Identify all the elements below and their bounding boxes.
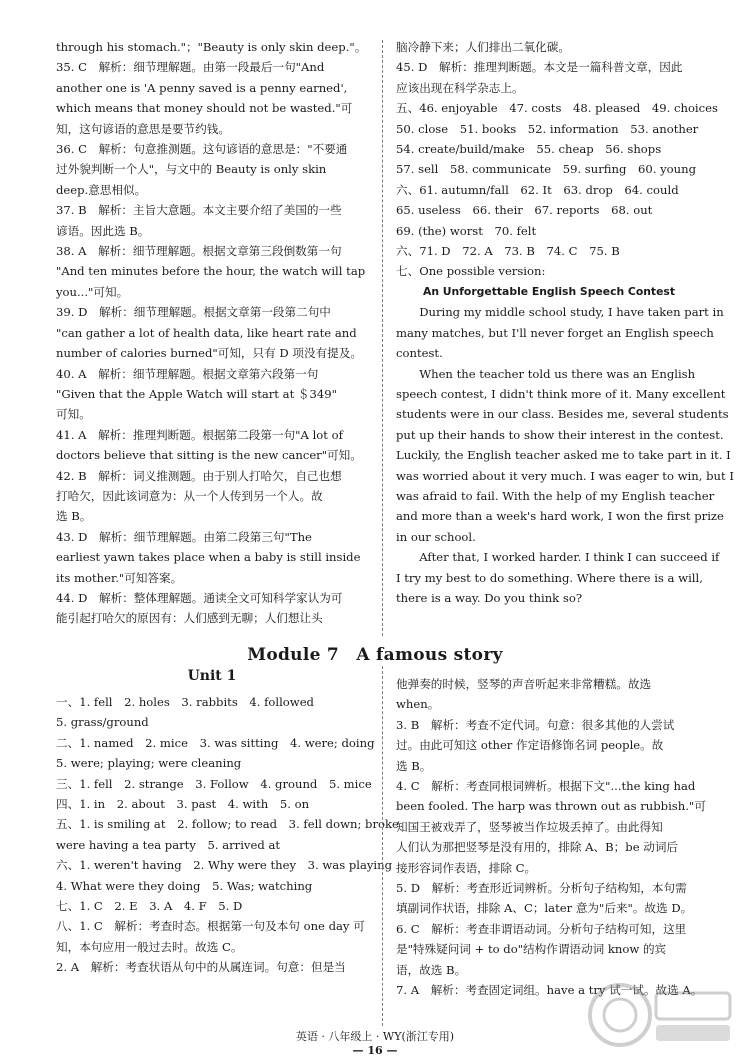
text-line: through his stomach."；"Beauty is only skin deep."。: [56, 40, 367, 54]
text-line: 选 B。: [396, 758, 432, 773]
text-line: 三、1. fell 2. strange 3. Follow 4. ground 5. mice: [56, 776, 372, 791]
text-line: 54. create/build/make 55. cheap 56. shops: [396, 142, 662, 157]
right-top-answers: [396, 37, 718, 282]
text-line: 可知。: [56, 407, 91, 422]
text-line: in our school.: [396, 529, 476, 544]
text-line: were having a tea party 5. arrived at: [56, 837, 281, 852]
text-line: 四、1. in 2. about 3. past 4. with 5. on: [56, 797, 310, 812]
text-line: been fooled. The harp was thrown out as rubbish."可: [396, 799, 706, 814]
text-line: 接形容词作表语，排除 C。: [396, 860, 537, 875]
text-line: 41. A 解析：推理判断题。根据第二段第一句"A lot of: [56, 427, 343, 442]
text-line: and more than a week's hard work, I won the first prize: [396, 509, 724, 524]
text-line: 五、1. is smiling at 2. follow; to read 3. fell down; broke: [56, 817, 399, 832]
text-line: when。: [396, 697, 440, 712]
text-line: deep.意思相似。: [56, 182, 147, 197]
text-line: 过。由此可知这 other 作定语修饰名词 people。故: [396, 738, 664, 753]
text-line: earliest yawn takes place when a baby is still inside: [56, 550, 361, 565]
text-line: 45. D 解析：推理判断题。本文是一篇科普文章，因此: [396, 60, 683, 75]
text-line: 43. D 解析：细节理解题。由第二段第三句"The: [56, 529, 312, 544]
text-line: another one is 'A penny saved is a penny earned',: [56, 80, 348, 95]
text-line: you..."可知。: [56, 284, 129, 299]
text-line: 4. What were they doing 5. Was; watching: [56, 878, 313, 893]
text-line: 六、61. autumn/fall 62. It 63. drop 64. could: [396, 182, 679, 197]
text-line: was afraid to fail. With the help of my English teacher: [396, 488, 715, 503]
text-line: 过外貌判断一个人"，与文中的 Beauty is only skin: [56, 162, 327, 177]
text-line: 五、46. enjoyable 47. costs 48. pleased 49. choices: [396, 101, 718, 116]
text-line: number of calories burned"可知，只有 D 项没有提及。: [56, 346, 362, 361]
text-line: 语，故选 B。: [396, 962, 467, 977]
unit-title: Unit 1: [187, 668, 237, 684]
left-column-bottom: [56, 692, 399, 978]
right-column-top: [396, 37, 734, 608]
text-line: 八、1. C 解析：考查时态。根据第一句及本句 one day 可: [56, 919, 365, 934]
text-line: 二、1. named 2. mice 3. was sitting 4. were; doing: [56, 735, 375, 750]
text-line: 36. C 解析：句意推测题。这句谚语的意思是："不要通: [56, 142, 348, 157]
text-line: Luckily, the English teacher asked me to take part in it. I: [396, 448, 731, 463]
text-line: 57. sell 58. communicate 59. surfing 60. young: [396, 162, 696, 177]
text-line: "can gather a lot of health data, like heart rate and: [56, 325, 357, 340]
text-line: 能引起打哈欠的原因有：人们感到无聊；人们想让头: [56, 611, 323, 626]
text-line: was worried about it very much. I was eager to win, but I: [396, 468, 734, 483]
text-line: its mother."可知答案。: [56, 570, 183, 585]
text-line: 39. D 解析：细节理解题。根据文章第一段第二句中: [56, 305, 331, 320]
text-line: 选 B。: [56, 509, 92, 524]
text-line: 5. grass/ground: [56, 715, 149, 730]
text-line: speech contest, I didn't think more of it. Many excellent: [396, 386, 726, 401]
text-line: When the teacher told us there was an English: [419, 366, 696, 381]
text-line: 填副词作状语，排除 A、C；later 意为"后来"。故选 D。: [396, 901, 693, 916]
text-line: 5. D 解析：考查形近词辨析。分析句子结构知，本句需: [396, 881, 687, 896]
text-line: 7. A 解析：考查固定词组。have a try 试一试。故选 A。: [396, 983, 703, 998]
footer-subject: 英语 · 八年级上 · WY(浙江专用): [295, 1030, 455, 1043]
text-line: 应该出现在科学杂志上。: [396, 80, 524, 95]
text-line: 六、71. D 72. A 73. B 74. C 75. B: [396, 244, 620, 259]
text-line: 知，这句谚语的意思是要节约钱。: [56, 121, 230, 136]
text-line: which means that money should not be wasted."可: [56, 101, 353, 116]
text-line: 65. useless 66. their 67. reports 68. out: [396, 203, 653, 218]
watermark-logo-icon: [580, 975, 740, 1055]
text-line: 脑冷静下来；人们排出二氧化碳。: [396, 40, 570, 54]
text-line: 42. B 解析：词义推测题。由于别人打哈欠，自己也想: [56, 468, 342, 483]
column-divider-top: [382, 40, 383, 636]
text-line: contest.: [396, 346, 443, 361]
text-line: 六、1. weren't having 2. Why were they 3. was playing: [56, 858, 393, 873]
text-line: 是"特殊疑问词 + to do"结构作谓语动词 know 的宾: [396, 942, 667, 957]
essay-title: An Unforgettable English Speech Contest: [422, 284, 676, 298]
text-line: 人们认为那把竖琴是没有用的，排除 A、B；be 动词后: [396, 840, 679, 855]
text-line: 知，本句应用一般过去时。故选 C。: [56, 939, 243, 954]
text-line: doctors believe that sitting is the new cancer"可知。: [56, 448, 362, 463]
text-line: students were in our class. Besides me, several students: [396, 407, 729, 422]
left-column-top: [56, 37, 368, 629]
text-line: 一、1. fell 2. holes 3. rabbits 4. followed: [56, 695, 314, 709]
text-line: 3. B 解析：考查不定代词。句意：很多其他的人尝试: [396, 717, 675, 732]
column-divider-bottom: [382, 666, 383, 1026]
text-line: there is a way. Do you think so?: [396, 590, 583, 605]
text-line: "Given that the Apple Watch will start at ＄349": [56, 386, 337, 401]
text-line: 七、One possible version:: [396, 264, 546, 279]
right-column-bottom: [396, 674, 706, 1001]
text-line: 5. were; playing; were cleaning: [56, 756, 242, 771]
text-line: 69. (the) worst 70. felt: [396, 223, 537, 238]
text-line: 44. D 解析：整体理解题。通读全文可知科学家认为可: [56, 590, 343, 605]
text-line: 谚语。因此选 B。: [56, 223, 150, 238]
text-line: 35. C 解析：细节理解题。由第一段最后一句"And: [56, 60, 325, 75]
text-line: I try my best to do something. Where there is a will,: [396, 570, 703, 585]
text-line: 七、1. C 2. E 3. A 4. F 5. D: [56, 899, 243, 914]
essay-body: [396, 302, 734, 608]
text-line: 他弹奏的时候，竖琴的声音听起来非常糟糕。故选: [396, 677, 652, 691]
text-line: 打哈欠，因此该词意为：从一个人传到另一个人。故: [56, 488, 323, 503]
text-line: During my middle school study, I have taken part in: [419, 305, 724, 320]
page-number: — 16 —: [352, 1044, 398, 1057]
text-line: 知国王被戏弄了，竖琴被当作垃圾丢掉了。由此得知: [396, 819, 663, 834]
text-line: After that, I worked harder. I think I can succeed if: [419, 550, 720, 565]
text-line: 40. A 解析：细节理解题。根据文章第六段第一句: [56, 366, 319, 381]
text-line: "And ten minutes before the hour, the watch will tap: [56, 264, 366, 279]
text-line: many matches, but I'll never forget an English speech: [396, 325, 714, 340]
text-line: 37. B 解析：主旨大意题。本文主要介绍了美国的一些: [56, 203, 342, 218]
module-title: Module 7 A famous story: [247, 645, 503, 665]
text-line: 6. C 解析：考查非谓语动词。分析句子结构可知，这里: [396, 921, 687, 936]
text-line: 2. A 解析：考查状语从句中的从属连词。句意：但是当: [56, 960, 346, 975]
text-line: 38. A 解析：细节理解题。根据文章第三段倒数第一句: [56, 244, 342, 259]
text-line: put up their hands to show their interest in the contest.: [396, 427, 724, 442]
text-line: 4. C 解析：考查同根词辨析。根据下文"...the king had: [396, 779, 696, 794]
text-line: 50. close 51. books 52. information 53. another: [396, 121, 699, 136]
